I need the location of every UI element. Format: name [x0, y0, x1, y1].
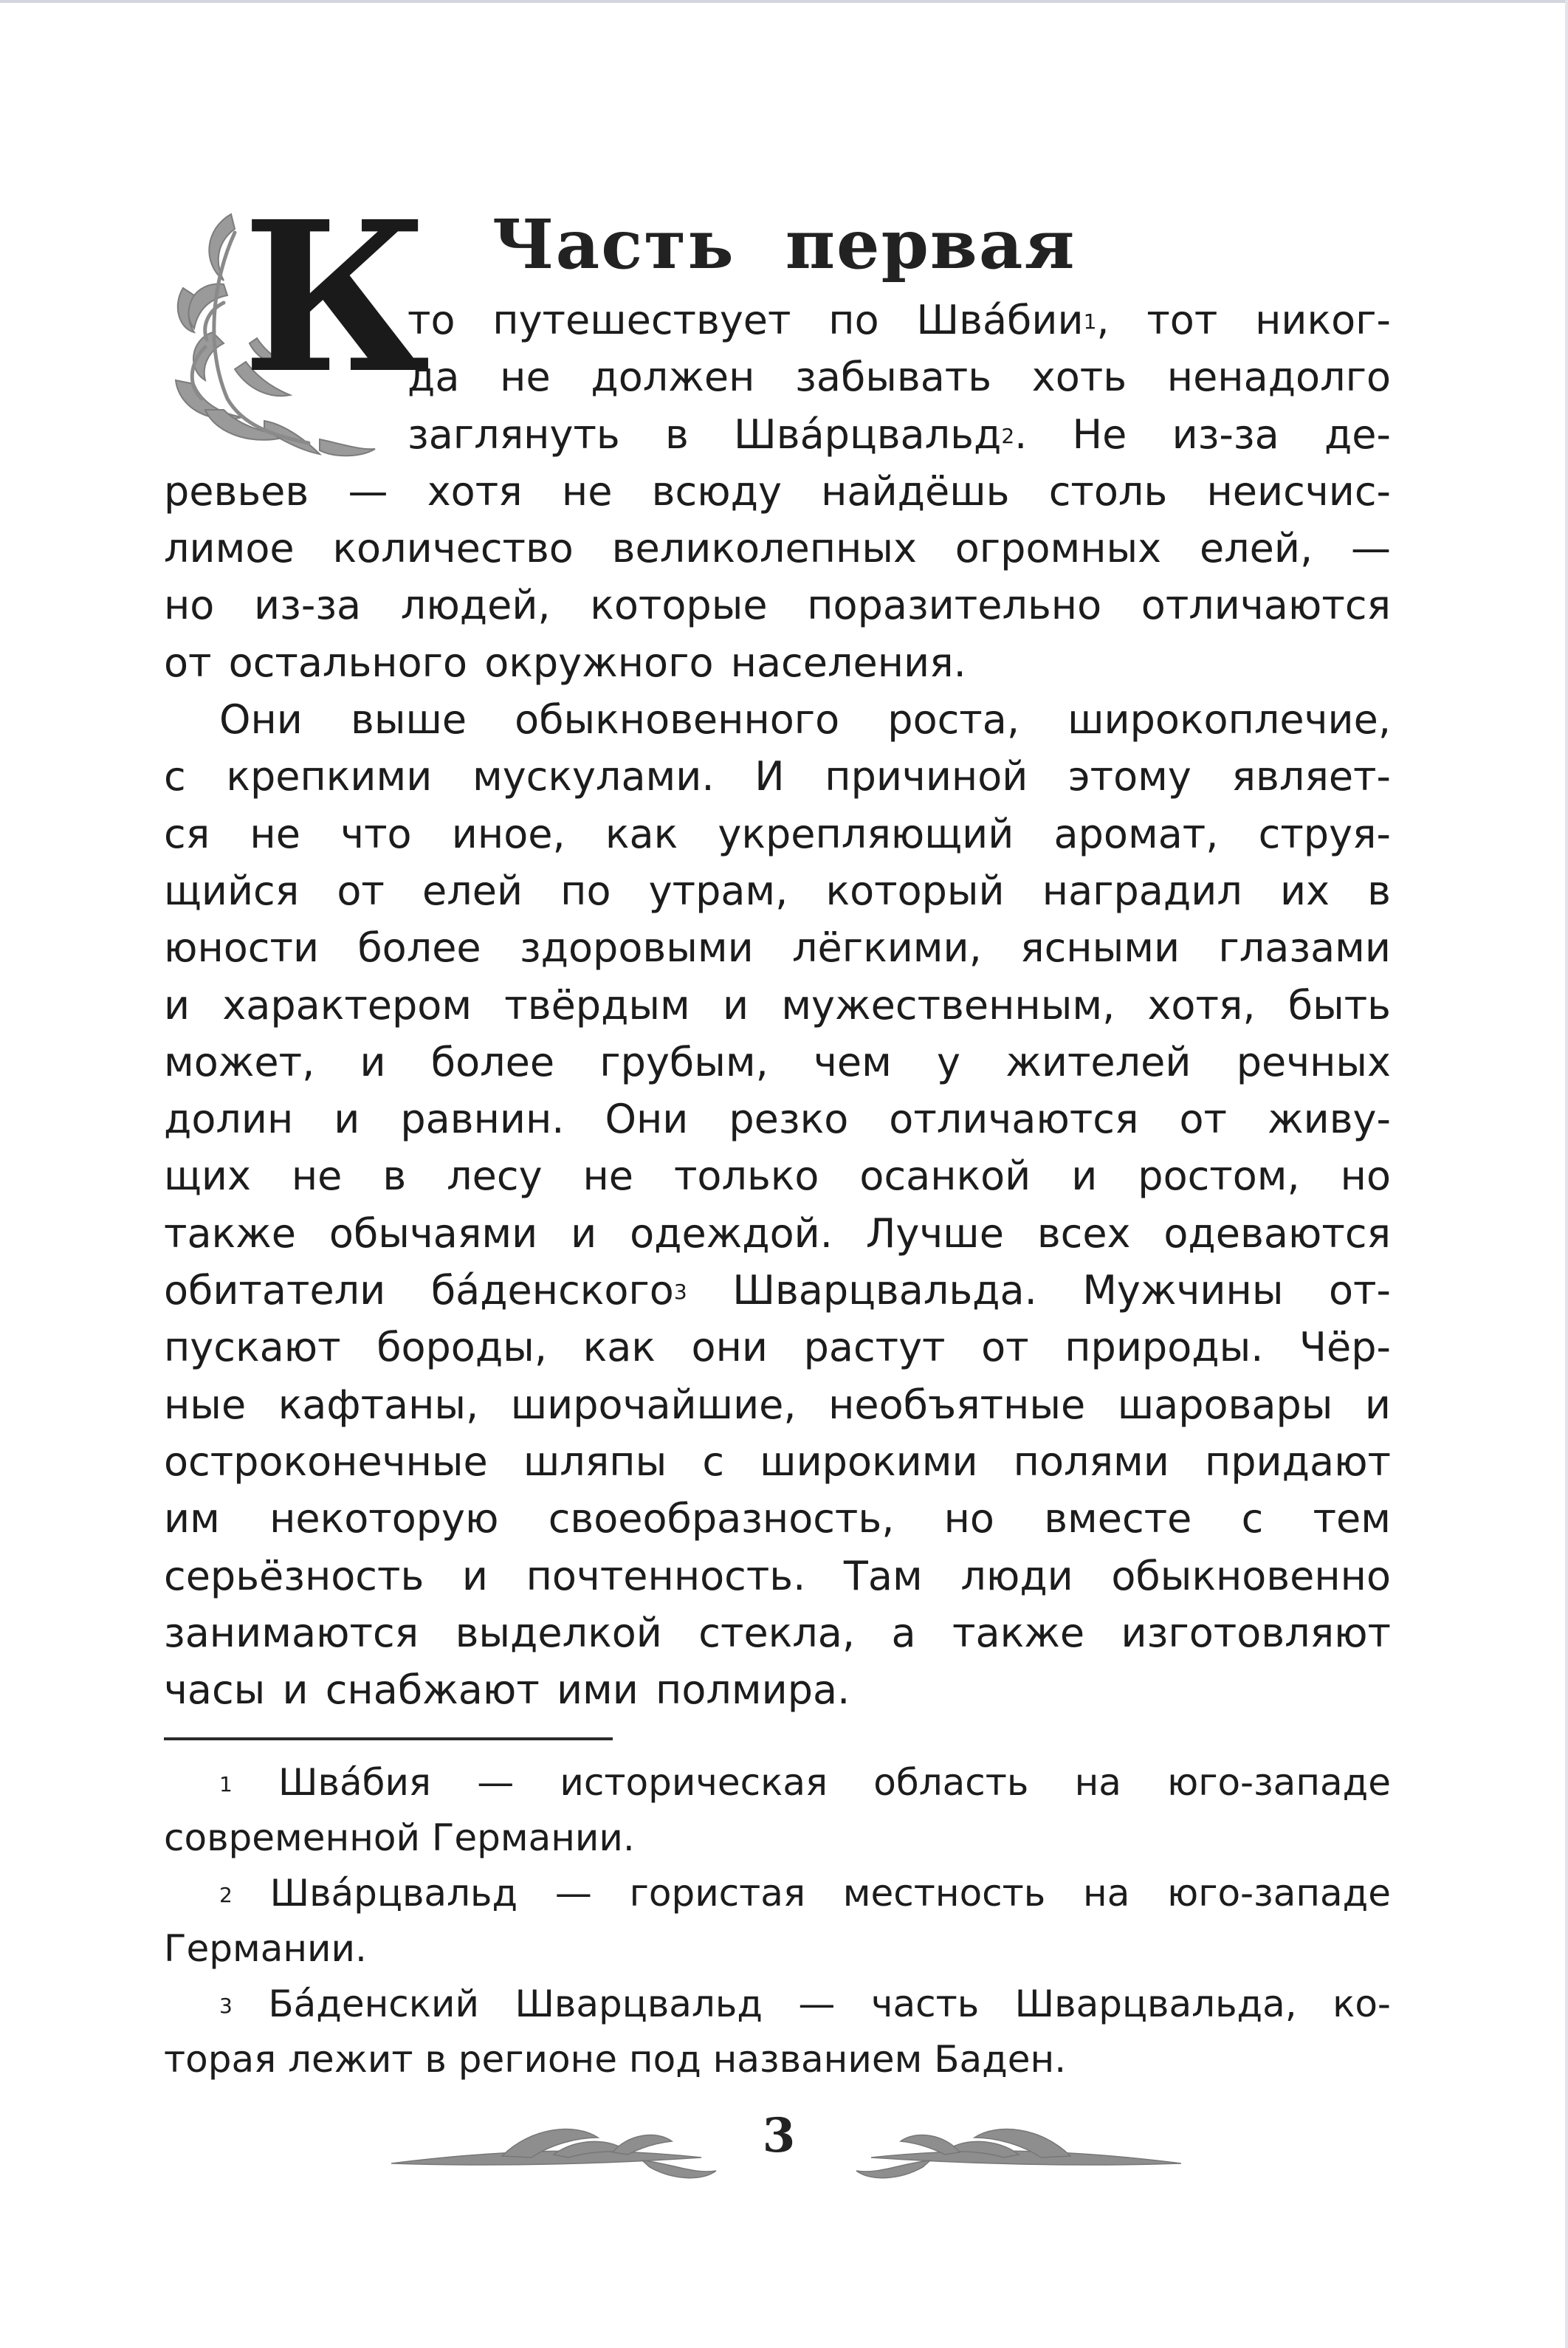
footnote-line: торая лежит в регионе под названием Баден. — [164, 2038, 1067, 2081]
footnote-1 — [164, 1755, 1391, 1866]
footnote-2 — [164, 1866, 1391, 1977]
footnote-line: современной Германии. — [164, 1816, 635, 1859]
text-line: заглянуть в Шва́рцвальд$^2$. Не из-за де- — [408, 411, 1391, 458]
footnotes — [164, 1755, 1391, 2087]
page-edge-right — [1565, 0, 1568, 2348]
text-line: ся не что иное, как укрепляющий аромат, струя- — [164, 810, 1391, 857]
text-line: остроконечные шляпы с широкими полями придают — [164, 1438, 1391, 1485]
page-edge-top — [0, 0, 1568, 3]
main-text — [164, 292, 1391, 1718]
text-line: Они выше обыкновенного роста, широкоплечие, — [219, 696, 1391, 744]
footnote-line: Германии. — [164, 1927, 367, 1970]
text-line: ные кафтаны, широчайшие, необъятные шаровары и — [164, 1381, 1391, 1428]
footnote-separator — [164, 1737, 613, 1740]
text-line: пускают бороды, как они растут от природы. Чёр- — [164, 1324, 1391, 1371]
text-line: лимое количество великолепных огромных елей, — — [164, 525, 1391, 572]
text-line: щих не в лесу не только осанкой и ростом, но — [164, 1153, 1391, 1200]
text-line: часы и снабжают ими полмира. — [164, 1666, 850, 1714]
text-line: с крепкими мускулами. И причиной этому являет- — [164, 753, 1391, 800]
text-line: да не должен забывать хоть ненадолго — [408, 354, 1391, 401]
text-line: им некоторую своеобразность, но вместе с тем — [164, 1495, 1391, 1542]
text-line: может, и более грубым, чем у жителей речных — [164, 1038, 1391, 1085]
footnote-ref-1: 1 — [1083, 309, 1097, 334]
footnote-mark: 1 — [219, 1772, 233, 1796]
text-line: и характером твёрдым и мужественным, хотя, быть — [164, 981, 1391, 1029]
text-line: от остального окружного населения. — [164, 639, 966, 686]
text-line: ревьев — хотя не всюду найдёшь столь неисчис- — [164, 467, 1391, 515]
footnote-line: $^1$ Шва́бия — историческая область на юго-западе — [219, 1761, 1391, 1804]
text-line: щийся от елей по утрам, который наградил их в — [164, 867, 1391, 914]
dropcap-letter: К — [242, 176, 430, 419]
text-line: занимаются выделкой стекла, а также изготовляют — [164, 1609, 1391, 1656]
footnote-line: $^2$ Шва́рцвальд — гористая местность на юго-западе — [219, 1872, 1391, 1915]
footnote-line: $^3$ Ба́денский Шварцвальд — часть Шварцвальда, ко- — [219, 1983, 1391, 2025]
footnote-ref-2: 2 — [1001, 423, 1015, 448]
page-number: 3 — [762, 2108, 796, 2163]
footnote-mark: 2 — [219, 1883, 233, 1907]
text-line: юности более здоровыми лёгкими, ясными глазами — [164, 924, 1391, 972]
text-line: то путешествует по Шва́бии$^1$, тот никог- — [408, 297, 1392, 343]
chapter-title: Часть первая — [492, 204, 1076, 284]
footnote-3 — [164, 1977, 1391, 2087]
text-line: но из-за людей, которые поразительно отличаются — [164, 582, 1391, 629]
footnote-ref-3: 3 — [673, 1280, 687, 1305]
text-line: серьёзность и почтенность. Там люди обыкновенно — [164, 1552, 1391, 1599]
footnote-mark: 3 — [219, 1994, 233, 2018]
text-line: долин и равнин. Они резко отличаются от живу- — [164, 1096, 1391, 1143]
text-line: обитатели ба́денского$^3$ Шварцвальда. Мужчины от- — [164, 1267, 1391, 1314]
text-line: также обычаями и одеждой. Лучше всех одеваются — [164, 1209, 1391, 1257]
